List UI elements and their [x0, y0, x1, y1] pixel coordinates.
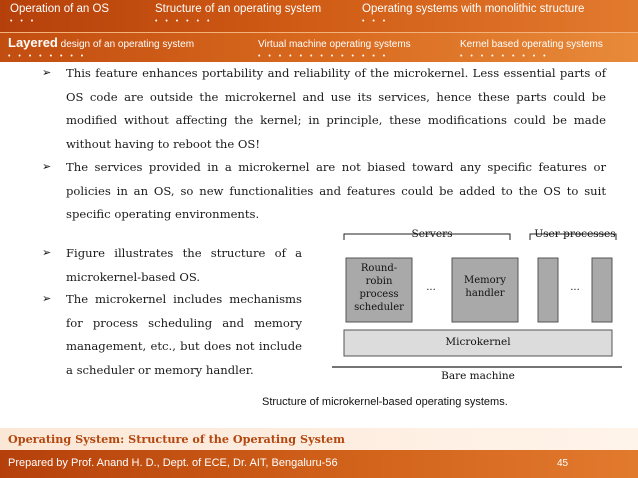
- nav-item-monolithic-structure[interactable]: [362, 3, 584, 26]
- nav-item-layered-design[interactable]: [8, 36, 194, 61]
- page-number: 45: [557, 458, 569, 469]
- nav-progress-dots: • • • • • • • • •: [460, 53, 549, 60]
- nav-item-label: Virtual machine operating systems: [258, 39, 411, 50]
- nav-item-label: Kernel based operating systems: [460, 39, 603, 50]
- nav-progress-dots: • • • • • • • • • • • • •: [258, 53, 389, 60]
- nav-progress-dots: • • •: [10, 18, 37, 25]
- microkernel-label: Microkernel: [445, 336, 511, 348]
- round-robin-label-line: process: [359, 289, 399, 300]
- round-robin-label-line: robin: [365, 276, 393, 287]
- nav-item-label: Structure of an operating system: [155, 3, 322, 15]
- microkernel-diagram: [330, 224, 626, 414]
- prepared-by-text: Prepared by Prof. Anand H. D., Dept. of ECE, Dr. AIT, Bengaluru-56: [8, 457, 338, 469]
- secondary-navigation-bar: [0, 32, 638, 62]
- diagram-graphics: [330, 224, 626, 414]
- author-footer-bar: [0, 450, 638, 478]
- round-robin-label-line: Round-: [360, 263, 398, 274]
- bullet-portability: This feature enhances portability and reliability of the microkernel. Less essential parts of OS code are outside the microkernel and use its services, hence these parts could be modified without affecting the kernel; in principle, these modifications could be made without having to reboot the OS!: [66, 66, 606, 151]
- nav-progress-dots: • • •: [362, 18, 389, 25]
- nav-item-label: [8, 36, 194, 51]
- nav-item-label: Operation of an OS: [10, 3, 110, 15]
- course-title-bar: [0, 428, 638, 450]
- nav-progress-dots: • • • • • •: [155, 18, 213, 25]
- nav-progress-dots: • • • • • • • •: [8, 53, 87, 60]
- nav-item-structure-of-os[interactable]: [155, 3, 321, 26]
- bullet-arrow-icon: ➢: [42, 292, 52, 305]
- user-process-box: [592, 258, 612, 322]
- nav-item-label: Operating systems with monolithic structure: [362, 3, 585, 15]
- memory-handler-label-line: handler: [465, 288, 505, 299]
- round-robin-label-line: scheduler: [354, 302, 404, 313]
- nav-item-emphasis: Layered: [8, 35, 58, 50]
- nav-item-operation-of-os[interactable]: [10, 3, 109, 26]
- memory-handler-label: [452, 274, 518, 300]
- user-processes-label: User processes: [534, 228, 616, 240]
- course-title: Operating System: Structure of the Operating System: [8, 432, 346, 446]
- bullet-figure-illustrates: Figure illustrates the structure of a microkernel-based OS.: [66, 246, 302, 284]
- user-process-box: [538, 258, 558, 322]
- bullet-arrow-icon: ➢: [42, 66, 52, 79]
- bullet-arrow-icon: ➢: [42, 246, 52, 259]
- nav-item-label-rest: design of an operating system: [57, 39, 195, 50]
- figure-caption: Structure of microkernel-based operating systems.: [262, 396, 508, 408]
- servers-label: Servers: [411, 228, 453, 240]
- user-processes-ellipsis: ...: [570, 282, 580, 293]
- round-robin-label: [346, 262, 412, 314]
- nav-item-virtual-machine-os[interactable]: [258, 38, 411, 61]
- bullet-microkernel-mechanisms: The microkernel includes mechanisms for process scheduling and memory management, etc., but does not include a scheduler or memory handler.: [66, 292, 302, 377]
- bullet-services-unbiased: The services provided in a microkernel are not biased toward any specific features or policies in an OS, so new functionalities and features could be added to the OS to suit specific operating environments.: [66, 160, 606, 221]
- top-navigation-bar: [0, 0, 638, 32]
- memory-handler-label-line: Memory: [463, 275, 507, 286]
- servers-ellipsis: ...: [426, 282, 436, 293]
- bullet-arrow-icon: ➢: [42, 160, 52, 173]
- nav-item-kernel-based-os[interactable]: [460, 38, 603, 61]
- bare-machine-label: Bare machine: [441, 370, 515, 382]
